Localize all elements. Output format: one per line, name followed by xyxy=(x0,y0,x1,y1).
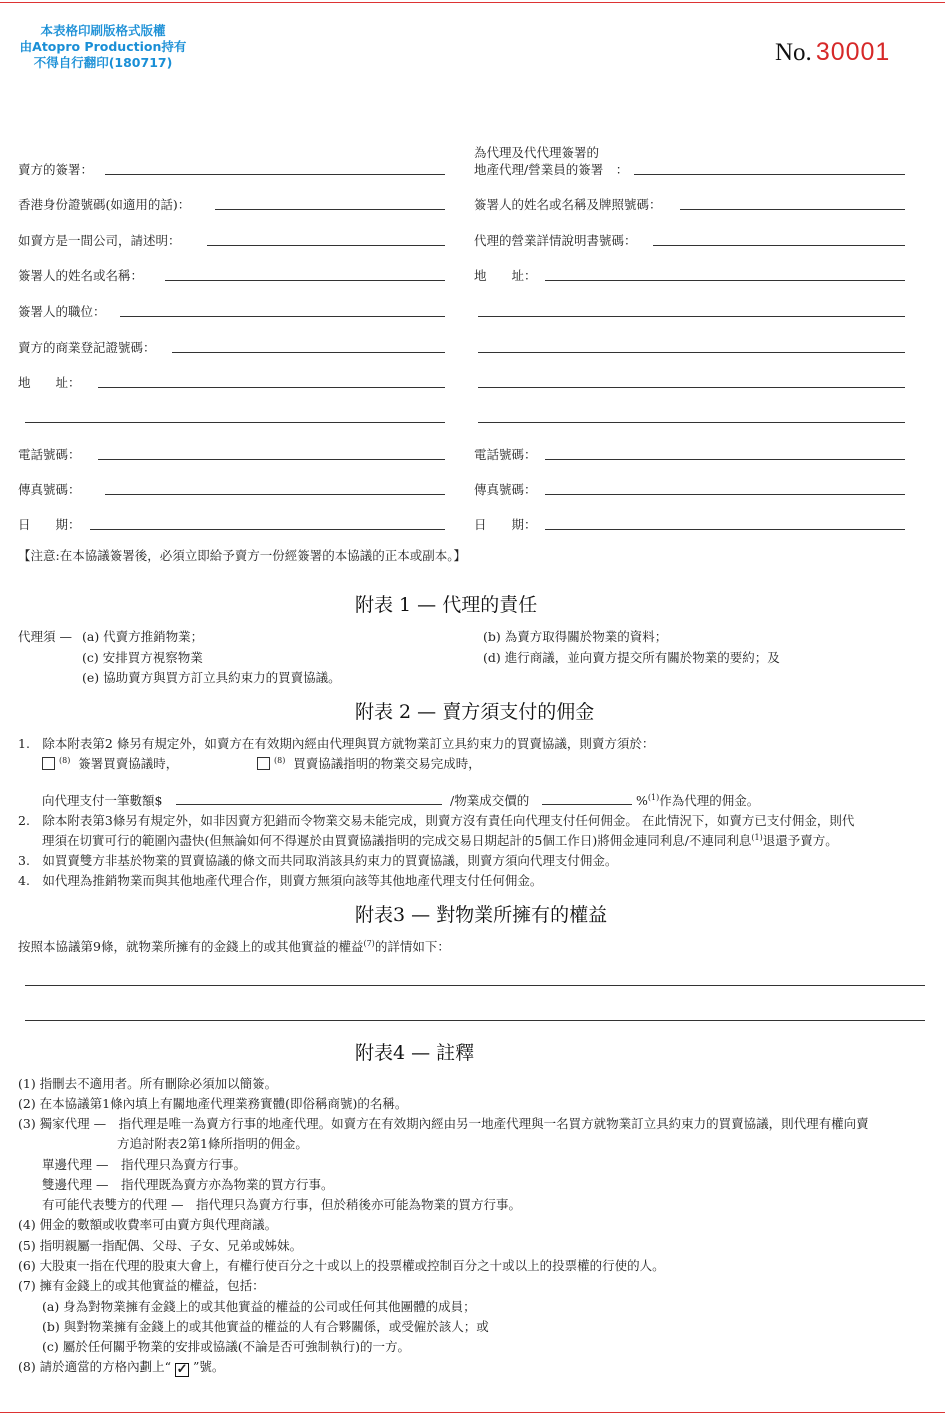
hkid-label: 香港身份證號碼(如適用的話)： xyxy=(18,197,191,212)
note-2: (2) 在本協議第1條內填上有關地產代理業務實體(即俗稱商號)的名稱。 xyxy=(18,1096,408,1111)
publisher-line: 本表格印刷版格式版權 xyxy=(40,23,166,38)
s1-item-c: (c) 安排買方視察物業 xyxy=(82,650,203,665)
signing-checkbox[interactable] xyxy=(42,757,55,770)
form-number xyxy=(775,38,890,67)
note-8 xyxy=(18,1357,224,1377)
agent-statement-no-label: 代理的營業詳情說明書號碼： xyxy=(474,233,637,248)
s1-item-e: (e) 協助賣方與買方訂立具約束力的買賣協議。 xyxy=(82,670,341,685)
agent-address-line-3[interactable] xyxy=(478,352,905,353)
br-number-line[interactable] xyxy=(172,352,445,353)
note-7c: (c) 屬於任何關乎物業的安排或協議(不論是否可強制執行)的一方。 xyxy=(42,1339,410,1354)
seller-signature-line[interactable] xyxy=(105,174,445,175)
agent-signer-license-label: 簽署人的姓名或名稱及牌照號碼： xyxy=(474,197,662,212)
signer-name-line[interactable] xyxy=(165,280,445,281)
agent-address-line-4[interactable] xyxy=(478,387,905,388)
signer-position-line[interactable] xyxy=(120,316,445,317)
s2-item-2a: 2. 除本附表第3條另有規定外，如非因賣方犯錯而令物業交易未能完成，則賣方沒有責任向代理支付任何佣金。 在此情況下，如賣方已支付佣金，則代 xyxy=(18,813,855,828)
publisher-notice xyxy=(18,23,188,71)
agent-address-line-2[interactable] xyxy=(478,316,905,317)
note-6: (6) 大股東一指在代理的股東大會上，有權行使百分之十或以上的投票權或控制百分之十或以上的投票權的行使的人。 xyxy=(18,1258,665,1273)
seller-fax-label: 傳真號碼： xyxy=(18,482,81,497)
company-line[interactable] xyxy=(207,245,445,246)
completion-checkbox[interactable] xyxy=(257,757,270,770)
publisher-line: 不得自行翻印(180717) xyxy=(33,55,173,70)
agent-statement-no-line[interactable] xyxy=(653,245,905,246)
seller-address-label: 地 址： xyxy=(18,375,81,390)
s2-item-2c-text: 退還予賣方。 xyxy=(762,833,838,848)
agent-date-label: 日 期： xyxy=(474,517,537,532)
agent-phone-label: 電話號碼： xyxy=(474,447,537,462)
interest-detail-line-1[interactable] xyxy=(25,985,925,986)
agent-address-line-5[interactable] xyxy=(478,422,905,423)
agent-fax-label: 傳真號碼： xyxy=(474,482,537,497)
note-3c: 單邊代理 — 指代理只為賣方行事。 xyxy=(42,1157,246,1172)
schedule-2-title: 附表 2 — 賣方須支付的佣金 xyxy=(355,701,595,723)
s3-text-main: 按照本協議第9條，就物業所擁有的金錢上的或其他實益的權益 xyxy=(18,939,364,954)
hkid-line[interactable] xyxy=(215,209,445,210)
seller-date-label: 日 期： xyxy=(18,517,81,532)
signer-position-label: 簽署人的職位： xyxy=(18,304,106,319)
note-8-lead: (8) 請於適當的方格內劃上“ xyxy=(18,1359,172,1374)
note-3e: 有可能代表雙方的代理 — 指代理只為賣方行事，但於稍後亦可能為物業的買方行事。 xyxy=(42,1197,521,1212)
form-number-label: No. xyxy=(775,39,812,66)
agent-fax-line[interactable] xyxy=(545,494,905,495)
s2-item-2b-text: 理須在切實可行的範圍內盡快(但無論如何不得遲於由買賣協議指明的完成交易日期起計的5個工作日)將佣金連同利息/不連同利息 xyxy=(42,833,752,848)
s3-text: 按照本協議第9條，就物業所擁有的金錢上的或其他實益的權益$^{(7)}$的詳情如下： xyxy=(18,938,450,954)
s2-pay-amount-label: 向代理支付一筆數額$ xyxy=(42,793,163,808)
agent-signature-label-1: 為代理及代代理簽署的 xyxy=(474,145,600,160)
note-7b: (b) 與對物業擁有金錢上的或其他實益的權益的人有合夥關係，或受僱於該人；或 xyxy=(42,1319,489,1334)
notice: 【注意:在本協議簽署後，必須立即給予賣方一份經簽署的本協議的正本或副本。】 xyxy=(18,548,466,563)
note-5: (5) 指明親屬一指配偶、父母、子女、兄弟或姊妹。 xyxy=(18,1238,303,1253)
note-7: (7) 擁有金錢上的或其他實益的權益，包括： xyxy=(18,1278,265,1293)
checkmark-icon: ✓ xyxy=(176,1362,188,1377)
agent-signer-license-line[interactable] xyxy=(680,209,905,210)
s2-pay-tail: %$^{(1)}$作為代理的佣金。 xyxy=(636,792,760,808)
s2-item-1: 1. 除本附表第2 條另有規定外，如賣方在有效期內經由代理與買方就物業訂立具約束力的買賣協議，則賣方須於： xyxy=(18,736,655,751)
interest-detail-line-2[interactable] xyxy=(25,1020,925,1021)
note-4: (4) 佣金的數額或收費率可由賣方與代理商議。 xyxy=(18,1217,278,1232)
s2-option-1-text: 簽署買賣協議時， xyxy=(78,756,179,771)
seller-phone-label: 電話號碼： xyxy=(18,447,81,462)
s1-item-b: (b) 為賣方取得關於物業的資料； xyxy=(483,629,668,644)
agent-signature-label-2: 地產代理/營業員的簽署 ： xyxy=(474,162,629,177)
note-3b: 方追討附表2第1條所指明的佣金。 xyxy=(117,1136,308,1151)
agent-signature-line[interactable] xyxy=(634,174,905,175)
br-number-label: 賣方的商業登記證號碼： xyxy=(18,340,156,355)
publisher-line: 由Atopro Production持有 xyxy=(19,39,187,54)
seller-fax-line[interactable] xyxy=(105,494,445,495)
seller-address-line[interactable] xyxy=(98,387,445,388)
commission-amount-line[interactable] xyxy=(176,804,442,805)
note-7a: (a) 身為對物業擁有金錢上的或其他實益的權益的公司或任何其他團體的成員； xyxy=(42,1299,476,1314)
s2-option-2: $^{(8)}$ 買賣協議指明的物業交易完成時， xyxy=(257,754,481,772)
note-3a: (3) 獨家代理 — 指代理是唯一為賣方行事的地產代理。如賣方在有效期內經由另一地產代理與一名買方就物業訂立具約束力的買賣協議，則代理有權向賣 xyxy=(18,1116,869,1131)
form-number-value: 30001 xyxy=(815,38,891,66)
agent-address-label: 地 址： xyxy=(474,268,537,283)
s1-lead: 代理須 — xyxy=(18,629,72,644)
note-1: (1) 指刪去不適用者。所有刪除必須加以簡簽。 xyxy=(18,1076,278,1091)
s2-item-3: 3. 如買賣雙方非基於物業的買賣協議的條文而共同取消該具約束力的買賣協議，則賣方須向代理支付佣金。 xyxy=(18,853,618,868)
seller-phone-line[interactable] xyxy=(98,459,445,460)
note-8-tail: ”號。 xyxy=(193,1359,225,1374)
seller-address-line-2[interactable] xyxy=(25,422,445,423)
schedule-1-title: 附表 1 — 代理的責任 xyxy=(355,594,538,616)
agent-phone-line[interactable] xyxy=(545,459,905,460)
s1-item-a: (a) 代賣方推銷物業； xyxy=(82,629,204,644)
schedule-3-title: 附表3 — 對物業所擁有的權益 xyxy=(355,904,608,926)
agent-date-line[interactable] xyxy=(545,529,905,530)
commission-percent-line[interactable] xyxy=(542,804,632,805)
s2-option-2-text: 買賣協議指明的物業交易完成時， xyxy=(293,756,481,771)
note-3d: 雙邊代理 — 指代理既為賣方亦為物業的買方行事。 xyxy=(42,1177,334,1192)
s3-text-tail: 的詳情如下： xyxy=(374,939,450,954)
s2-item-4: 4. 如代理為推銷物業而與其他地產代理合作，則賣方無須向該等其他地產代理支付任何佣金。 xyxy=(18,873,543,888)
signer-name-label: 簽署人的姓名或名稱： xyxy=(18,268,144,283)
s2-item-2b: 理須在切實可行的範圍內盡快(但無論如何不得遲於由買賣協議指明的完成交易日期起計的5個工作日)將佣金連同利息/不連同利息$^{(1)}$退還予賣方。 xyxy=(42,832,838,848)
s2-pay-percent-label: /物業成交價的 xyxy=(450,793,530,808)
seller-date-line[interactable] xyxy=(90,529,445,530)
s2-option-1: $^{(8)}$ 簽署買賣協議時， xyxy=(42,754,178,772)
bottom-border xyxy=(0,1412,945,1413)
seller-signature-label: 賣方的簽署： xyxy=(18,162,94,177)
agent-address-line[interactable] xyxy=(545,280,905,281)
top-border xyxy=(0,2,945,3)
s2-pay-tail-text: 作為代理的佣金。 xyxy=(659,793,760,808)
s1-item-d: (d) 進行商議，並向賣方提交所有關於物業的要約；及 xyxy=(483,650,780,665)
schedule-4-title: 附表4 — 註釋 xyxy=(355,1042,475,1064)
company-label: 如賣方是一間公司，請述明： xyxy=(18,233,181,248)
